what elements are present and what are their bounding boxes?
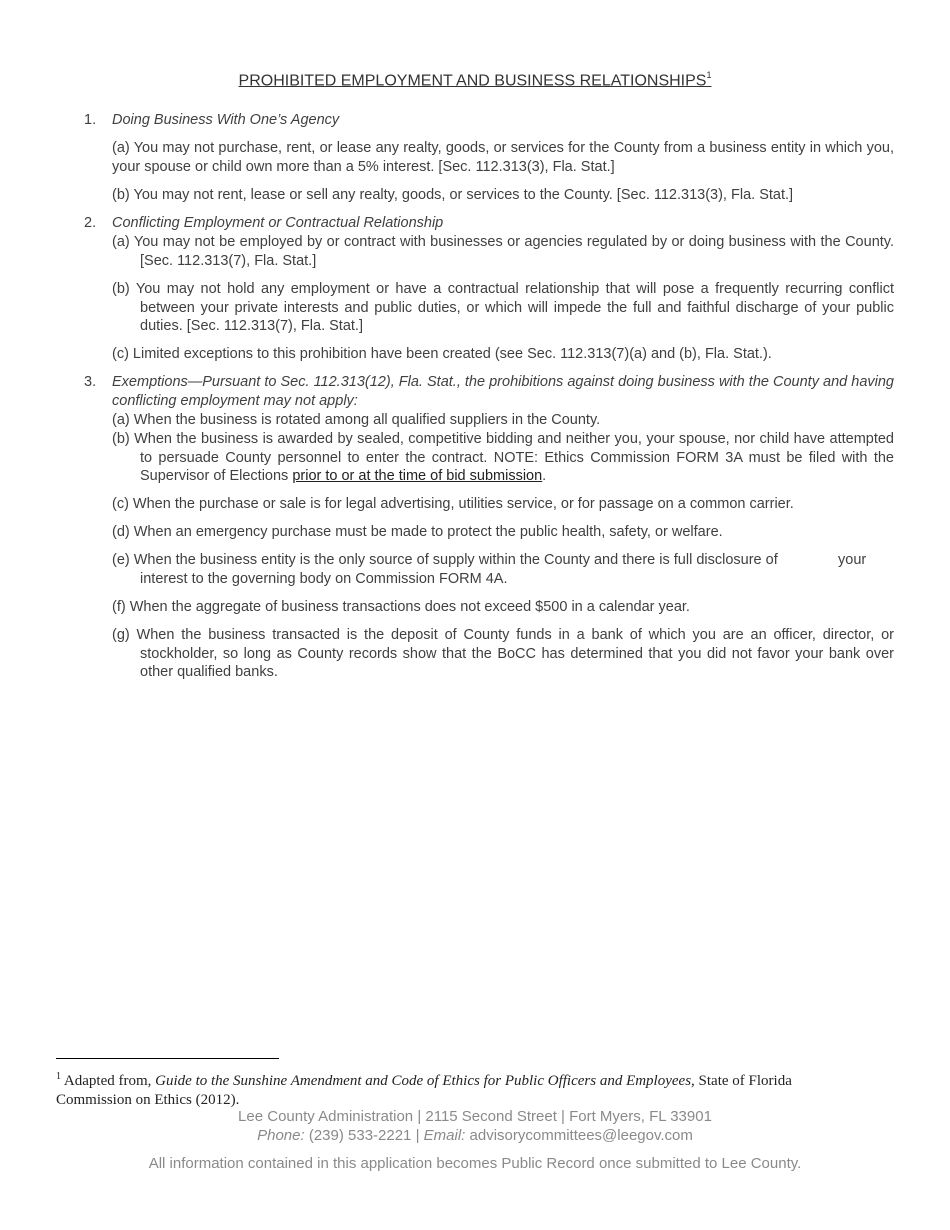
section-3-item-b-text: (b) When the business is awarded by sealed, competitive bidding and neither you, your spouse, nor child have attempted to persuade County personnel to enter the contract. NOTE: Ethics Commission FORM 3A must be filed with the Supervisor of Elections	[112, 431, 894, 485]
footnote	[56, 1068, 856, 1109]
footnote-suffix: , State of Florida Commission on Ethics (2012).	[56, 1073, 792, 1108]
title-footnote-mark[interactable]: 1	[706, 70, 712, 80]
footer-contact	[0, 1127, 950, 1144]
title-text: PROHIBITED EMPLOYMENT AND BUSINESS RELATIONSHIPS	[238, 72, 707, 90]
email-label: Email:	[423, 1127, 466, 1144]
section-3-item-e-line2: interest to the governing body on Commission FORM 4A.	[140, 571, 508, 587]
section-2-item-b: (b) You may not hold any employment or have a contractual relationship that will pose a frequently recurring conflict between your private interests and public duties, or which will impede the full and faithful discharge of your public duties. [Sec. 112.313(7), Fla. Stat.]	[112, 281, 894, 335]
section-1-item-a: (a) You may not purchase, rent, or lease any realty, goods, or services for the County from a business entity in which you, your spouse or child own more than a 5% interest. [Sec. 112.313(3), Fla. Stat.]	[112, 140, 894, 175]
contact-separator: |	[415, 1127, 420, 1144]
section-2-number: 2.	[84, 215, 97, 231]
section-2-heading: Conflicting Employment or Contractual Relationship	[112, 215, 444, 231]
phone-number: (239) 533-2221	[308, 1127, 412, 1144]
section-3-item-f: (f) When the aggregate of business transactions does not exceed $500 in a calendar year.	[112, 599, 690, 615]
email-address[interactable]: advisorycommittees@leegov.com	[469, 1127, 693, 1144]
section-3-item-g: (g) When the business transacted is the deposit of County funds in a bank of which you are an officer, director, or stockholder, so long as County records show that the BoCC has determined that you did not favor your bank over other qualified banks.	[112, 627, 894, 681]
phone-label: Phone:	[257, 1127, 305, 1144]
section-3-item-e-word: your	[838, 552, 867, 568]
footnote-mark: 1	[56, 1071, 61, 1082]
section-3-item-e-line1: (e) When the business entity is the only source of supply within the County and there is full disclosure of	[112, 552, 778, 568]
section-3-number: 3.	[84, 374, 97, 390]
footnote-prefix: Adapted from,	[61, 1073, 156, 1089]
section-3-item-b	[112, 430, 894, 486]
section-3-item-a: (a) When the business is rotated among all qualified suppliers in the County.	[112, 412, 601, 428]
section-3-item-b-end: .	[542, 468, 547, 485]
section-1-item-b: (b) You may not rent, lease or sell any realty, goods, or services to the County. [Sec. 112.313(3), Fla. Stat.]	[112, 187, 794, 203]
footnote-source-title: Guide to the Sunshine Amendment and Code of Ethics for Public Officers and Employees	[155, 1073, 692, 1089]
bid-submission-emphasis: prior to or at the time of bid submission	[292, 468, 543, 485]
section-3-heading: Exemptions—Pursuant to Sec. 112.313(12), Fla. Stat., the prohibitions against doing business with the County and having conflicting employment may not apply:	[112, 374, 894, 409]
footer-address: Lee County Administration | 2115 Second Street | Fort Myers, FL 33901	[238, 1108, 712, 1125]
section-1-number: 1.	[84, 112, 97, 128]
section-2-item-a: (a) You may not be employed by or contract with businesses or agencies regulated by or doing business with the County. [Sec. 112.313(7), Fla. Stat.]	[112, 234, 894, 269]
section-3-item-d: (d) When an emergency purchase must be made to protect the public health, safety, or welfare.	[112, 524, 723, 540]
page-title	[0, 71, 950, 90]
section-1-heading: Doing Business With One’s Agency	[112, 112, 340, 128]
public-record-notice: All information contained in this application becomes Public Record once submitted to Lee County.	[148, 1155, 802, 1172]
section-3-item-c: (c) When the purchase or sale is for legal advertising, utilities service, or for passage on a common carrier.	[112, 496, 794, 512]
footnote-divider	[56, 1058, 279, 1059]
section-2-item-c: (c) Limited exceptions to this prohibition have been created (see Sec. 112.313(7)(a) and (b), Fla. Stat.).	[112, 346, 772, 362]
